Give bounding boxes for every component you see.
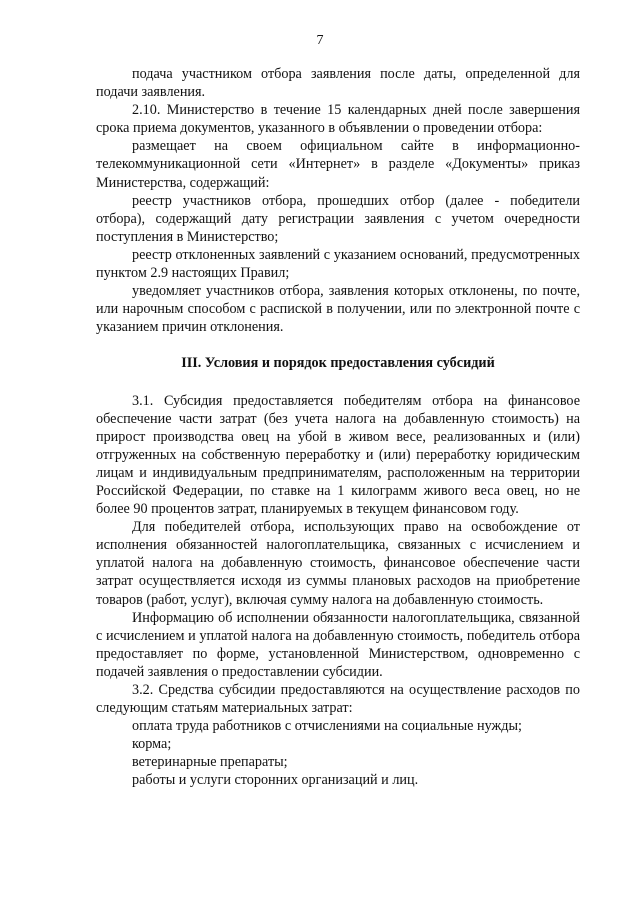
- paragraph: реестр участников отбора, прошедших отбор (далее - победители отбора), содержащий дату регистрации заявления с учетом очередности поступления в Министерство;: [96, 192, 580, 245]
- paragraph: Информацию об исполнении обязанности налогоплательщика, связанной с исчислением и уплатой налога на добавленную стоимость, победитель отбора предоставляет по форме, установленной Министерством, одновременно с подачей заявления о предоставлении субсидии.: [96, 609, 580, 680]
- paragraph: реестр отклоненных заявлений с указанием оснований, предусмотренных пунктом 2.9 настоящих Правил;: [96, 246, 580, 282]
- page-number: 7: [316, 33, 324, 48]
- paragraph: размещает на своем официальном сайте в информационно-телекоммуникационной сети «Интернет» в разделе «Документы» приказ Министерства, содержащий:: [96, 138, 580, 191]
- list-item: работы и услуги сторонних организаций и лиц.: [132, 772, 419, 789]
- list-item: корма;: [132, 736, 172, 753]
- document-body: [96, 65, 580, 790]
- paragraph: уведомляет участников отбора, заявления которых отклонены, по почте, или нарочным способом с распиской в получении, или по электронной почте с указанием причин отклонения.: [96, 283, 580, 336]
- paragraph: 3.2. Средства субсидии предоставляются на осуществление расходов по следующим статьям материальных затрат:: [96, 682, 580, 717]
- paragraph: 3.1. Субсидия предоставляется победителям отбора на финансовое обеспечение части затрат (без учета налога на добавленную стоимость) на прирост производства овец на убой в живом весе, реализованных и (или) отгруженных на собственную переработку и (или) переработку юридическим лицам и индивидуальным предпринимателям, расположенным на территории Российской Федерации, по ставке на 1 килограмм живого веса овец, но не более 90 процентов затрат, планируемых в текущем финансовом году.: [96, 392, 580, 518]
- paragraph: Для победителей отбора, использующих право на освобождение от исполнения обязанностей налогоплательщика, связанных с исчислением и уплатой налога на добавленную стоимость, финансовое обеспечение части затрат осуществляется исходя из суммы плановых расходов на приобретение товаров (работ, услуг), включая сумму налога на добавленную стоимость.: [96, 519, 580, 608]
- paragraph: подача участником отбора заявления после даты, определенной для подачи заявления.: [96, 66, 580, 101]
- paragraph: 2.10. Министерство в течение 15 календарных дней после завершения срока приема документов, указанного в объявлении о проведении отбора:: [96, 102, 580, 137]
- list-item: ветеринарные препараты;: [132, 754, 288, 771]
- list-item: оплата труда работников с отчислениями на социальные нужды;: [132, 718, 522, 735]
- section-heading: III. Условия и порядок предоставления субсидий: [181, 355, 495, 372]
